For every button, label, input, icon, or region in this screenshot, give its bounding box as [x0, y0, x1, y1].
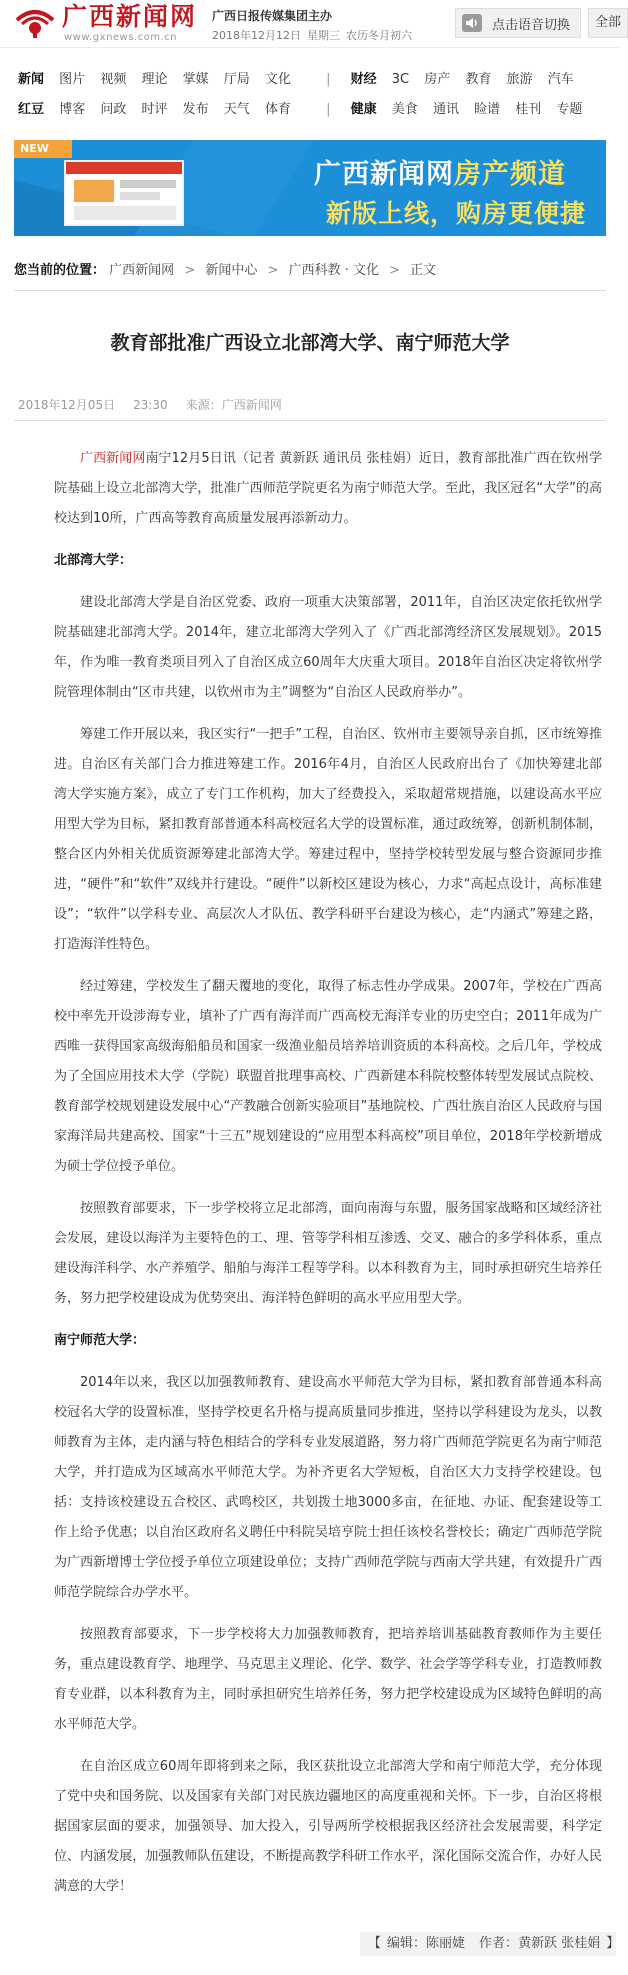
nav-item-weather[interactable]: 天气	[223, 102, 250, 117]
article-credits	[360, 1932, 620, 1956]
breadcrumb-item-home[interactable]: 广西新闻网	[109, 263, 175, 278]
paragraph: 按照教育部要求，下一步学校将立足北部湾，面向南海与东盟，服务国家战略和区域经济社会发展，建设以海洋为主要特色的工、理、管等学科相互渗透、交叉、融合的多学科体系，重点建设海洋科学、水产养殖学、船舶与海洋工程等学科。以本科教育为主，同时承担研究生培养任务，努力把学校建设成为优势突出、海洋特色鲜明的高水平应用型大学。	[54, 1201, 602, 1306]
breadcrumb-item-news-center[interactable]: 新闻中心	[205, 263, 258, 278]
publish-date: 2018年12月05日	[18, 398, 116, 412]
logo-icon[interactable]	[14, 6, 56, 38]
paragraph: 2014年以来，我区以加强教师教育、建设高水平师范大学为目标，紧扣教育部普通本科高校冠名大学的设置标准，坚持学校更名升格与提高质量同步推进，坚持以学科建设为龙头，以教师教育为主体，走内涵与特色相结合的学科专业发展道路，努力将广西师范学院更名为南宁师范大学，并打造成为区域高水平师范大学。为补齐更名大学短板，自治区大力支持学校建设。包括：支持该校建设五合校区、武鸣校区，共划拨土地3000多亩，在征地、办证、配套建设等工作上给予优惠；以自治区政府名义聘任中科院吴培亨院士担任该校名誉校长；确定广西师范学院为广西新增博士学位授予单位立项建设单位；支持广西师范学院与西南大学共建，有效提升广西师范学院综合办学水平。	[54, 1375, 602, 1600]
breadcrumb-item-science-culture[interactable]: 广西科教 · 文化	[288, 263, 379, 278]
nav-item-release[interactable]: 发布	[182, 102, 209, 117]
article-body	[54, 444, 602, 1914]
speaker-icon	[462, 14, 482, 32]
nav-item-theory[interactable]: 理论	[141, 72, 168, 87]
new-badge: NEW	[14, 140, 72, 158]
meta-divider	[14, 420, 606, 421]
editor-label: 编辑：	[387, 1936, 427, 1951]
author-label: 作者：	[479, 1936, 519, 1951]
site-url: www.gxnews.com.cn	[64, 32, 177, 43]
paragraph: 按照教育部要求，下一步学校将大力加强教师教育，把培养培训基础教育教师作为主要任务，重点建设教育学、地理学、马克思主义理论、化学、数学、社会学等学科专业，打造教师教育专业群，以本科教育为主，同时承担研究生培养任务，努力把学校建设成为区域特色鲜明的高水平师范大学。	[54, 1627, 602, 1732]
date-line	[212, 27, 418, 43]
nav-item-house[interactable]: 房产	[424, 72, 451, 87]
channel-nav	[0, 70, 620, 126]
nav-item-lianpu[interactable]: 睑谱	[474, 102, 501, 117]
paragraph: 建设北部湾大学是自治区党委、政府一项重大决策部署，2011年，自治区决定依托钦州学院基础建北部湾大学。2014年，建立北部湾大学列入了《广西北部湾经济区发展规划》。2015年，作为唯一教育类项目列入了自治区成立60周年大庆重大项目。2018年自治区决定将钦州学院管理体制由“区市共建，以钦州市为主”调整为“自治区人民政府举办”。	[54, 595, 602, 700]
nav-item-health[interactable]: 健康	[350, 102, 377, 117]
nav-item-blog[interactable]: 博客	[59, 102, 86, 117]
author-name: 黄新跃 张桂娟	[518, 1936, 601, 1951]
nav-item-travel[interactable]: 旅游	[506, 72, 533, 87]
nav-item-auto[interactable]: 汽车	[547, 72, 574, 87]
lunar-text: 农历冬月初六	[346, 29, 412, 42]
breadcrumb-item-current: 正文	[410, 263, 437, 278]
breadcrumb-lead: 您当前的位置：	[14, 263, 106, 278]
nav-item-education[interactable]: 教育	[465, 72, 492, 87]
credits-bracket-open: 【	[368, 1936, 382, 1951]
publish-time: 23:30	[133, 398, 168, 412]
nav-item-special[interactable]: 专题	[556, 102, 583, 117]
nav-item-news[interactable]: 新闻	[18, 72, 45, 87]
nav-item-culture[interactable]: 文化	[264, 72, 291, 87]
lead-text: 南宁12月5日讯（记者 黄新跃 通讯员 张桂娟）近日，教育部批准广西在钦州学院基础上设立北部湾大学，批准广西师范学院更名为南宁师范大学。至此，我区冠名“大学”的高校达到10所，广西高等教育高质量发展再添新动力。	[54, 451, 602, 526]
nav-item-3c[interactable]: 3C	[391, 72, 410, 87]
breadcrumb-separator: >	[389, 263, 401, 278]
lead-paragraph	[54, 444, 602, 534]
nav-item-food[interactable]: 美食	[391, 102, 418, 117]
nav-item-finance[interactable]: 财经	[350, 72, 377, 87]
nav-separator: |	[326, 102, 331, 117]
nav-row-1-left	[18, 70, 585, 90]
voice-switch-label: 点击语音切换	[492, 17, 571, 33]
nav-separator: |	[326, 72, 331, 87]
voice-switch-button[interactable]	[455, 8, 581, 38]
site-header	[0, 0, 620, 48]
breadcrumb-divider	[14, 290, 606, 291]
nav-item-guikan[interactable]: 桂刊	[515, 102, 542, 117]
nav-item-video[interactable]: 视频	[100, 72, 127, 87]
breadcrumb-separator: >	[184, 263, 196, 278]
nav-item-bureau[interactable]: 厅局	[223, 72, 250, 87]
editor-name: 陈丽婕	[426, 1936, 466, 1951]
banner-title-site: 广西新闻网	[314, 159, 454, 190]
source-label: 来源：	[185, 398, 222, 412]
org-label: 广西日报传媒集团主办	[212, 9, 333, 23]
date-text: 2018年12月12日	[212, 29, 301, 42]
paragraph: 筹建工作开展以来，我区实行“一把手”工程，自治区、钦州市主要领导亲自抓，区市统筹推进。自治区有关部门合力推进筹建工作。2016年4月，自治区人民政府出台了《加快筹建北部湾大学实施方案》，成立了专门工作机构，加大了经费投入，采取超常规措施，以建设高水平应用型大学为目标，紧扣教育部普通本科高校冠名大学的设置标准，通过政统筹，创新机制体制，整合区内外相关优质资源筹建北部湾大学。筹建过程中，坚持学校转型发展与整合资源同步推进，“硬件”和“软件”双线并行建设。“硬件”以新校区建设为核心，力求“高起点设计，高标准建设”；“软件”以学科专业、高层次人才队伍、教学科研平台建设为核心，走“内涵式”筹建之路，打造海洋性特色。	[54, 727, 602, 952]
source-link[interactable]: 广西新闻网	[80, 451, 146, 466]
house-channel-banner[interactable]	[14, 140, 606, 236]
breadcrumb	[14, 258, 606, 284]
credits-bracket-close: 】	[606, 1936, 620, 1951]
banner-subtitle: 新版上线，购房更便捷	[326, 199, 587, 228]
banner-screenshot-thumb	[64, 160, 184, 226]
section-heading-beibu-gulf: 北部湾大学：	[54, 553, 133, 568]
banner-title-channel: 房产频道	[454, 159, 566, 190]
nav-item-hongdou[interactable]: 红豆	[18, 102, 45, 117]
nav-row-2	[18, 100, 593, 120]
article-title: 教育部批准广西设立北部湾大学、南宁师范大学	[110, 332, 510, 354]
nav-item-photo[interactable]: 图片	[59, 72, 86, 87]
nav-item-sports[interactable]: 体育	[264, 102, 291, 117]
breadcrumb-separator: >	[267, 263, 279, 278]
site-name[interactable]: 广西新闻网	[62, 2, 198, 31]
all-button[interactable]: 全部	[588, 8, 628, 38]
nav-item-telecom[interactable]: 通讯	[432, 102, 459, 117]
nav-item-wenzheng[interactable]: 问政	[100, 102, 127, 117]
article-meta	[18, 396, 300, 413]
paragraph: 在自治区成立60周年即将到来之际，我区获批设立北部湾大学和南宁师范大学，充分体现了党中央和国务院、以及国家有关部门对民族边疆地区的高度重视和关怀。下一步，自治区将根据国家层面的要求，加强领导、加大投入，引导两所学校根据我区经济社会发展需要，科学定位、内涵发展，加强教师队伍建设，不断提高教学科研工作水平，深化国际交流合作，办好人民满意的大学！	[54, 1759, 602, 1894]
paragraph: 经过筹建，学校发生了翻天覆地的变化，取得了标志性办学成果。2007年，学校在广西高校中率先开设涉海专业，填补了广西有海洋而广西高校无海洋专业的历史空白；2011年成为广西唯一获得国家高级海船船员和国家一级渔业船员培养培训资质的本科高校。之后几年，学校成为了全国应用技术大学（学院）联盟首批理事高校、广西新建本科院校整体转型发展试点院校、教育部学校规划建设发展中心“产教融合创新实验项目”基地院校、广西壮族自治区人民政府与国家海洋局共建高校、国家“十三五”规划建设的“应用型本科高校”项目单位，2018年学校新增成为硕士学位授予单位。	[54, 979, 602, 1174]
source-name: 广西新闻网	[221, 398, 282, 412]
section-heading-nanning-normal: 南宁师范大学：	[54, 1333, 146, 1348]
banner-title	[314, 152, 566, 191]
nav-item-mobile[interactable]: 掌媒	[182, 72, 209, 87]
weekday-text: 星期三	[307, 29, 340, 42]
nav-item-commentary[interactable]: 时评	[141, 102, 168, 117]
